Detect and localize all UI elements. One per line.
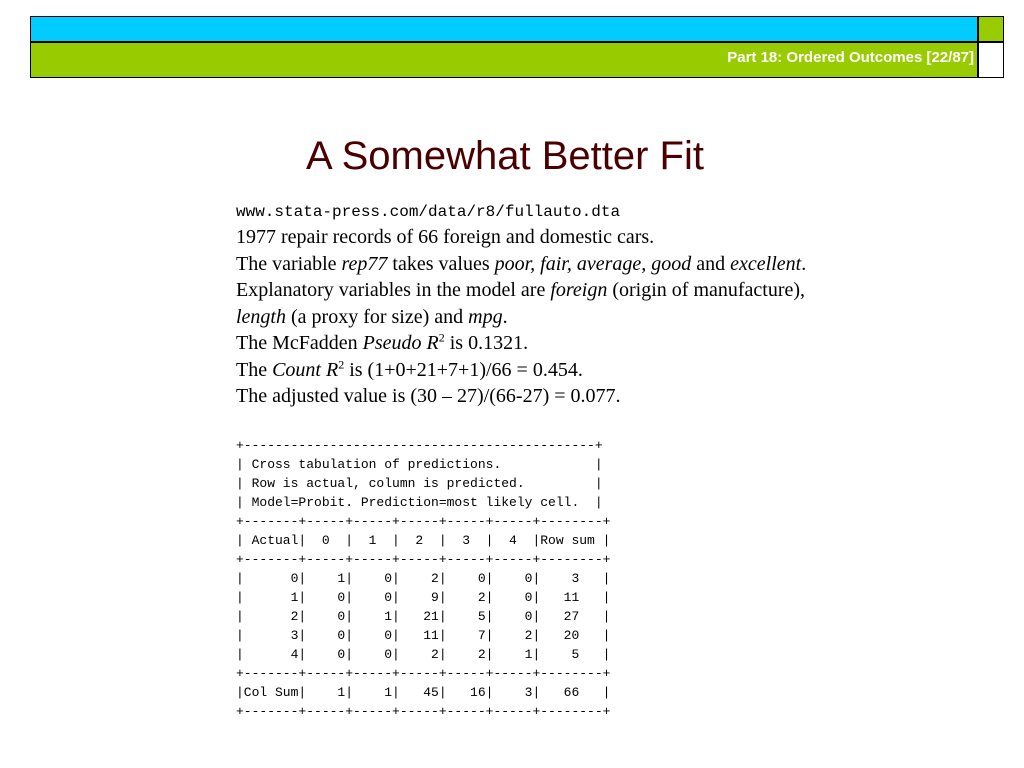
variable-length: length (236, 305, 286, 328)
body-line-3 (236, 277, 996, 304)
count-r-label: Count R (272, 358, 339, 381)
body-line-5 (236, 330, 996, 357)
text: The McFadden (236, 332, 363, 354)
text: is (1+0+21+7+1)/66 = 0.454. (344, 358, 583, 381)
text: . (801, 252, 807, 275)
variable-name: rep77 (341, 252, 388, 275)
dataset-url: www.stata-press.com/data/r8/fullauto.dta (236, 203, 621, 221)
body-line-1: 1977 repair records of 66 foreign and domestic cars. (236, 226, 655, 248)
text: is 0.1321. (444, 332, 529, 354)
text: and (691, 252, 731, 275)
text: takes values (387, 252, 495, 275)
body-line-2 (236, 251, 996, 278)
pseudo-r-label: Pseudo R (362, 332, 439, 354)
text: The (236, 358, 273, 381)
text: . (502, 305, 508, 328)
header-corner-square-top (978, 16, 1004, 42)
header-corner-square-bottom (978, 42, 1004, 78)
body-line-7: The adjusted value is (30 – 27)/(66-27) = 0.077. (236, 385, 621, 407)
header-bar-top (30, 16, 978, 42)
cross-tabulation-table: +---------------------------------------------+ | Cross tabulation of predictions. | | Row is actual, column is predicted. | | Model=Probit. Prediction=most likely cell. | +-------+-----+-----+-----+-----+-----+--------+ | Actual| 0 | 1 | 2 | 3 | 4 |Row sum | +-------+-----+-----+-----+-----+-----+--------+ | 0| 1| 0| 2| 0| 0| 3 | | 1| 0| 0| 9| 2| 0| 11 | | 2| 0| 1| 21| 5| 0| 27 | | 3| 0| 0| 11| 7| 2| 20 | | 4| 0| 0| 2| 2| 1| 5 | +-------+-----+-----+-----+-----+-----+--------+ |Col Sum| 1| 1| 45| 16| 3| 66 | +-------+-----+-----+-----+-----+-----+--------+ (236, 438, 611, 719)
text: Explanatory variables in the model are (236, 279, 551, 301)
value-excellent: excellent (730, 252, 802, 275)
variable-mpg: mpg (468, 305, 503, 328)
superscript: 2 (338, 356, 345, 371)
slide-body (236, 200, 996, 410)
slide-title: A Somewhat Better Fit (306, 134, 704, 178)
text: (a proxy for size) and (286, 305, 469, 328)
slide-part-label: Part 18: Ordered Outcomes [22/87] (727, 49, 974, 66)
text: The variable (236, 252, 342, 275)
variable-values: poor, fair, average, good (494, 252, 692, 275)
body-line-6 (236, 357, 996, 384)
text: (origin of manufacture), (607, 279, 806, 301)
variable-foreign: foreign (550, 279, 608, 301)
superscript: 2 (438, 330, 445, 345)
body-line-4 (236, 304, 996, 331)
